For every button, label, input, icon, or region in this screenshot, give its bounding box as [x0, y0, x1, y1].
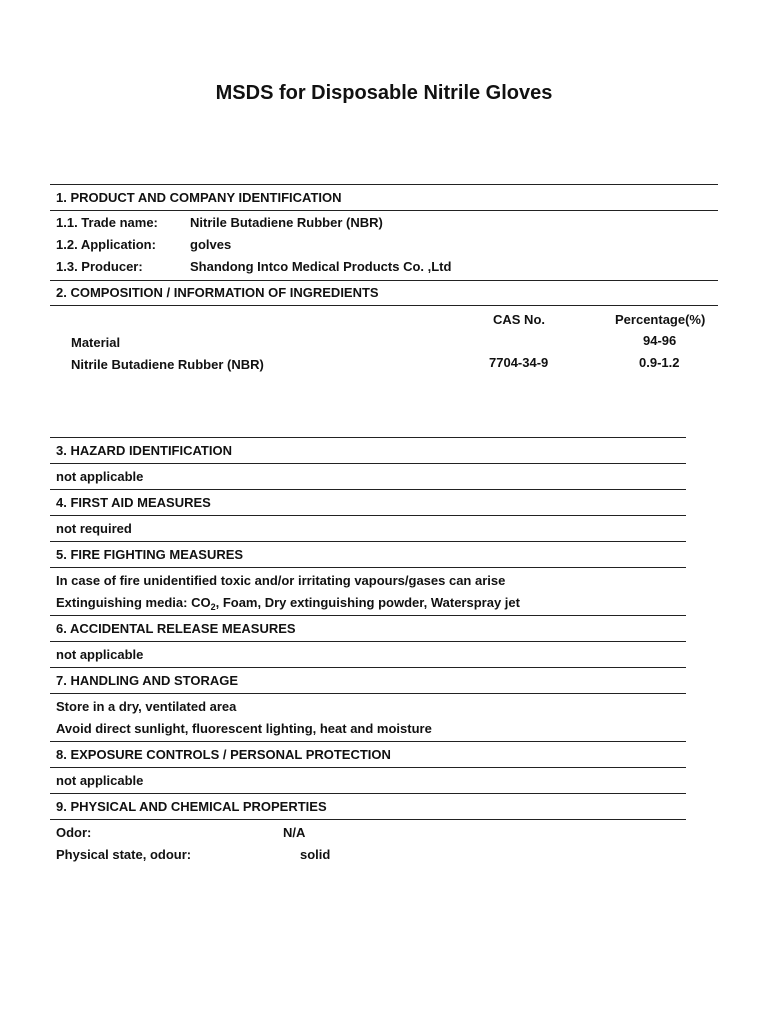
section-7-text: Avoid direct sunlight, fluorescent lighting, heat and moisture — [56, 721, 432, 736]
document-title: MSDS for Disposable Nitrile Gloves — [215, 82, 553, 104]
divider — [50, 741, 686, 742]
cas-column-header: CAS No. — [493, 312, 545, 327]
ingredient-cas: 7704-34-9 — [489, 355, 549, 370]
odor-value: N/A — [283, 825, 306, 840]
section-4-text: not required — [56, 521, 132, 536]
divider — [50, 615, 686, 616]
divider — [50, 667, 686, 668]
section-9-heading: 9. PHYSICAL AND CHEMICAL PROPERTIES — [56, 799, 327, 814]
application-value: golves — [190, 237, 232, 252]
divider — [50, 567, 686, 568]
divider — [50, 641, 686, 642]
co2-subscript: 2 — [210, 602, 216, 612]
percentage-column-header: Percentage(%) — [615, 312, 706, 327]
section-1-heading: 1. PRODUCT AND COMPANY IDENTIFICATION — [56, 190, 342, 205]
divider — [50, 793, 686, 794]
divider — [50, 210, 718, 211]
trade-name-value: Nitrile Butadiene Rubber (NBR) — [190, 215, 383, 230]
trade-name-label: 1.1. Trade name: — [56, 215, 158, 230]
divider — [50, 463, 686, 464]
section-8-text: not applicable — [56, 773, 144, 788]
divider — [50, 437, 686, 438]
ingredient-percentage: 0.9-1.2 — [639, 355, 680, 370]
section-2-heading: 2. COMPOSITION / INFORMATION OF INGREDIENTS — [56, 285, 379, 300]
application-label: 1.2. Application: — [56, 237, 156, 252]
section-6-text: not applicable — [56, 647, 144, 662]
divider — [50, 767, 686, 768]
odor-label: Odor: — [56, 825, 92, 840]
ingredient-name: Material — [71, 335, 121, 350]
section-6-heading: 6. ACCIDENTAL RELEASE MEASURES — [56, 621, 296, 636]
physical-state-value: solid — [300, 847, 331, 862]
divider — [50, 280, 718, 281]
section-5-text: In case of fire unidentified toxic and/or irritating vapours/gases can arise — [56, 573, 506, 588]
section-3-text: not applicable — [56, 469, 144, 484]
divider — [50, 515, 686, 516]
ingredient-percentage: 94-96 — [643, 333, 677, 348]
divider — [50, 184, 718, 185]
divider — [50, 693, 686, 694]
divider — [50, 305, 718, 306]
physical-state-label: Physical state, odour: — [56, 847, 192, 862]
extinguishing-media-text — [56, 595, 520, 612]
extinguishing-media-suffix: , Foam, Dry extinguishing powder, Waterspray jet — [215, 595, 520, 610]
divider — [50, 489, 686, 490]
section-5-heading: 5. FIRE FIGHTING MEASURES — [56, 547, 244, 562]
extinguishing-media-prefix: Extinguishing media: CO — [56, 595, 211, 610]
section-3-heading: 3. HAZARD IDENTIFICATION — [56, 443, 232, 458]
producer-label: 1.3. Producer: — [56, 259, 143, 274]
section-8-heading: 8. EXPOSURE CONTROLS / PERSONAL PROTECTION — [56, 747, 391, 762]
section-7-text: Store in a dry, ventilated area — [56, 699, 237, 714]
section-7-heading: 7. HANDLING AND STORAGE — [56, 673, 239, 688]
producer-value: Shandong Intco Medical Products Co. ,Ltd — [190, 259, 452, 274]
divider — [50, 541, 686, 542]
ingredient-name: Nitrile Butadiene Rubber (NBR) — [71, 357, 264, 372]
section-4-heading: 4. FIRST AID MEASURES — [56, 495, 211, 510]
divider — [50, 819, 686, 820]
